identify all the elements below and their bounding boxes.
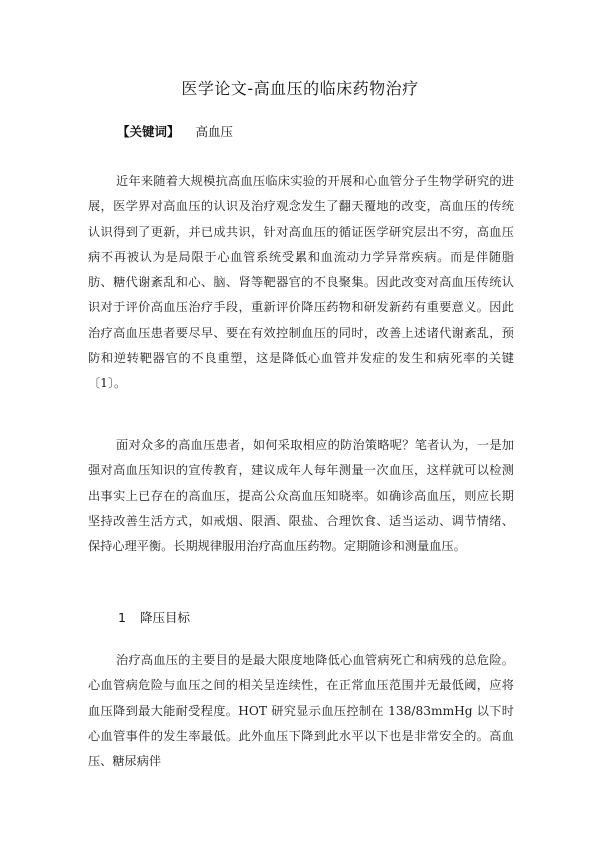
body-paragraph-2: 面对众多的高血压患者，如何采取相应的防治策略呢？笔者认为，一是加强对高血压知识的宣传教育，建议成年人每年测量一次血压，这样就可以检测出事实上已存在的高血压，提高公众高血压知晓率。如确诊高血压，则应长期坚持改善生活方式，如戒烟、限酒、限盐、合理饮食、适当运动、调节情绪、保持心理平衡。长期规律服用治疗高血压药物。定期随诊和测量血压。 bbox=[88, 438, 514, 554]
keywords-label: 【关键词】 bbox=[117, 124, 180, 139]
body-paragraph-1: 近年来随着大规模抗高血压临床实验的开展和心血管分子生物学研究的进展，医学界对高血压的认识及治疗观念发生了翻天覆地的改变，高血压的传统认识得到了更新，并已成共识，针对高血压的循证医学研究层出不穷，高血压病不再被认为是局限于心血管系统受累和血流动力学异常疾病。而是伴随脂肪、糖代谢紊乱和心、脑、肾等靶器官的不良聚集。因此改变对高血压传统认识对于评价高血压治疗手段，重新评价降压药物和研发新药有重要意义。因此治疗高血压患者要尽早、要在有效控制血压的同时，改善上述诸代谢紊乱，预防和逆转靶器官的不良重塑，这是降低心血管并发症的发生和病死率的关键〔1〕。 bbox=[88, 174, 514, 391]
section-title: 降压目标 bbox=[139, 610, 190, 625]
body-paragraph-3: 治疗高血压的主要目的是最大限度地降低心血管病死亡和病残的总危险。心血管病危险与血压之间的相关呈连续性，在正常血压范围并无最低阈，应将血压降到最大能耐受程度。HOT 研究显示血压控制在 138/83mmHg 以下时心血管事件的发生率最低。此外血压下降到此水平以下也是非常安全的。高血压、糖尿病伴 bbox=[88, 653, 514, 769]
keywords-line bbox=[117, 122, 233, 140]
section-heading bbox=[118, 608, 190, 626]
keywords-value: 高血压 bbox=[195, 124, 234, 139]
section-number: 1 bbox=[118, 610, 126, 625]
document-title: 医学论文-高血压的临床药物治疗 bbox=[181, 79, 419, 98]
